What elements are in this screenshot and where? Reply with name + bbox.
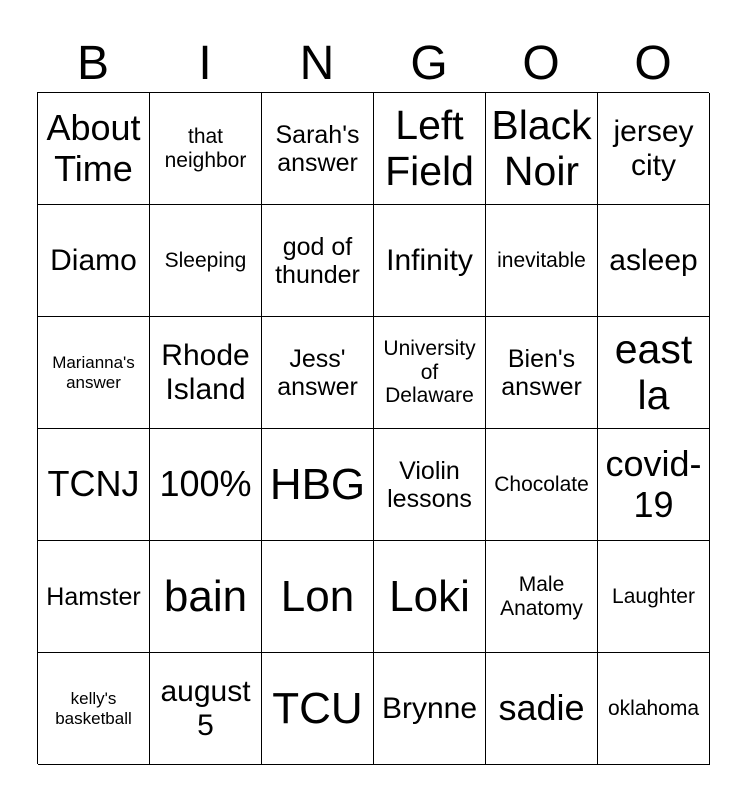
bingo-cell[interactable] [150,653,262,765]
bingo-cell[interactable] [262,653,374,765]
bingo-cell[interactable] [598,317,710,429]
bingo-cell[interactable] [38,653,150,765]
cell-text: Chocolate [494,472,589,496]
bingo-cell[interactable] [598,653,710,765]
bingo-cell[interactable] [374,429,486,541]
cell-text: Violin lessons [387,456,472,513]
cell-text: kelly's basketball [55,689,132,728]
bingo-cell[interactable] [38,429,150,541]
bingo-cell[interactable] [486,429,598,541]
bingo-cell[interactable] [486,541,598,653]
bingo-cell[interactable] [374,541,486,653]
bingo-cell[interactable] [150,205,262,317]
header-letter-2: I [198,37,212,90]
cell-text: University of Delaware [383,337,476,408]
header-letter-1: B [76,37,109,90]
cell-text: Marianna's answer [52,353,135,392]
cell-text: Sarah's answer [275,120,360,177]
bingo-cell[interactable] [486,93,598,205]
bingo-cell[interactable] [38,205,150,317]
bingo-cell[interactable] [374,317,486,429]
bingo-cell[interactable] [38,541,150,653]
cell-text: bain [163,571,248,621]
bingo-board [37,92,709,764]
bingo-cell[interactable] [486,205,598,317]
cell-text: Brynne [381,691,478,725]
bingo-cell[interactable] [150,93,262,205]
cell-text: asleep [609,243,698,277]
bingo-cell[interactable] [262,205,374,317]
cell-text: Male Anatomy [500,572,583,620]
bingo-cell[interactable] [38,317,150,429]
bingo-cell[interactable] [374,205,486,317]
cell-text: HBG [269,459,366,509]
header-letter-4: G [410,37,448,90]
cell-text: god of thunder [275,232,360,289]
cell-text: Loki [389,571,470,621]
cell-text: Rhode Island [161,338,250,406]
cell-text: Bien's answer [501,344,582,401]
cell-text: TCU [272,683,363,733]
bingo-cell[interactable] [150,317,262,429]
bingo-cell[interactable] [374,653,486,765]
cell-text: 100% [159,463,252,505]
bingo-cell[interactable] [598,541,710,653]
header-letter-5: O [522,37,560,90]
cell-text: Diamo [50,243,137,277]
bingo-cell[interactable] [598,205,710,317]
cell-text: Left Field [385,101,474,194]
cell-text: Hamster [46,582,141,611]
header-letter-6: O [634,37,672,90]
bingo-cell[interactable] [374,93,486,205]
cell-text: TCNJ [47,463,140,505]
cell-text: east la [614,325,693,418]
bingo-cell[interactable] [150,429,262,541]
bingo-cell[interactable] [38,93,150,205]
cell-text: that neighbor [164,124,247,172]
cell-text: Infinity [386,243,473,277]
cell-text: About Time [46,107,141,189]
cell-text: jersey city [613,114,694,182]
bingo-cell[interactable] [150,541,262,653]
bingo-cell[interactable] [262,93,374,205]
cell-text: inevitable [497,248,586,272]
bingo-cell[interactable] [262,317,374,429]
bingo-cell[interactable] [598,93,710,205]
cell-text: covid-19 [605,443,702,525]
header-letter-3: N [299,37,335,90]
cell-text: Laughter [612,584,695,608]
cell-text: august 5 [160,674,251,742]
bingo-cell[interactable] [486,653,598,765]
bingo-cell[interactable] [262,541,374,653]
cell-text: Jess' answer [277,344,358,401]
bingo-cell[interactable] [486,317,598,429]
cell-text: sadie [498,687,585,729]
bingo-header [37,36,709,92]
bingo-cell[interactable] [598,429,710,541]
cell-text: Lon [280,571,355,621]
cell-text: Black Noir [491,101,592,194]
bingo-cell[interactable] [262,429,374,541]
cell-text: Sleeping [164,248,247,272]
cell-text: oklahoma [607,696,700,720]
